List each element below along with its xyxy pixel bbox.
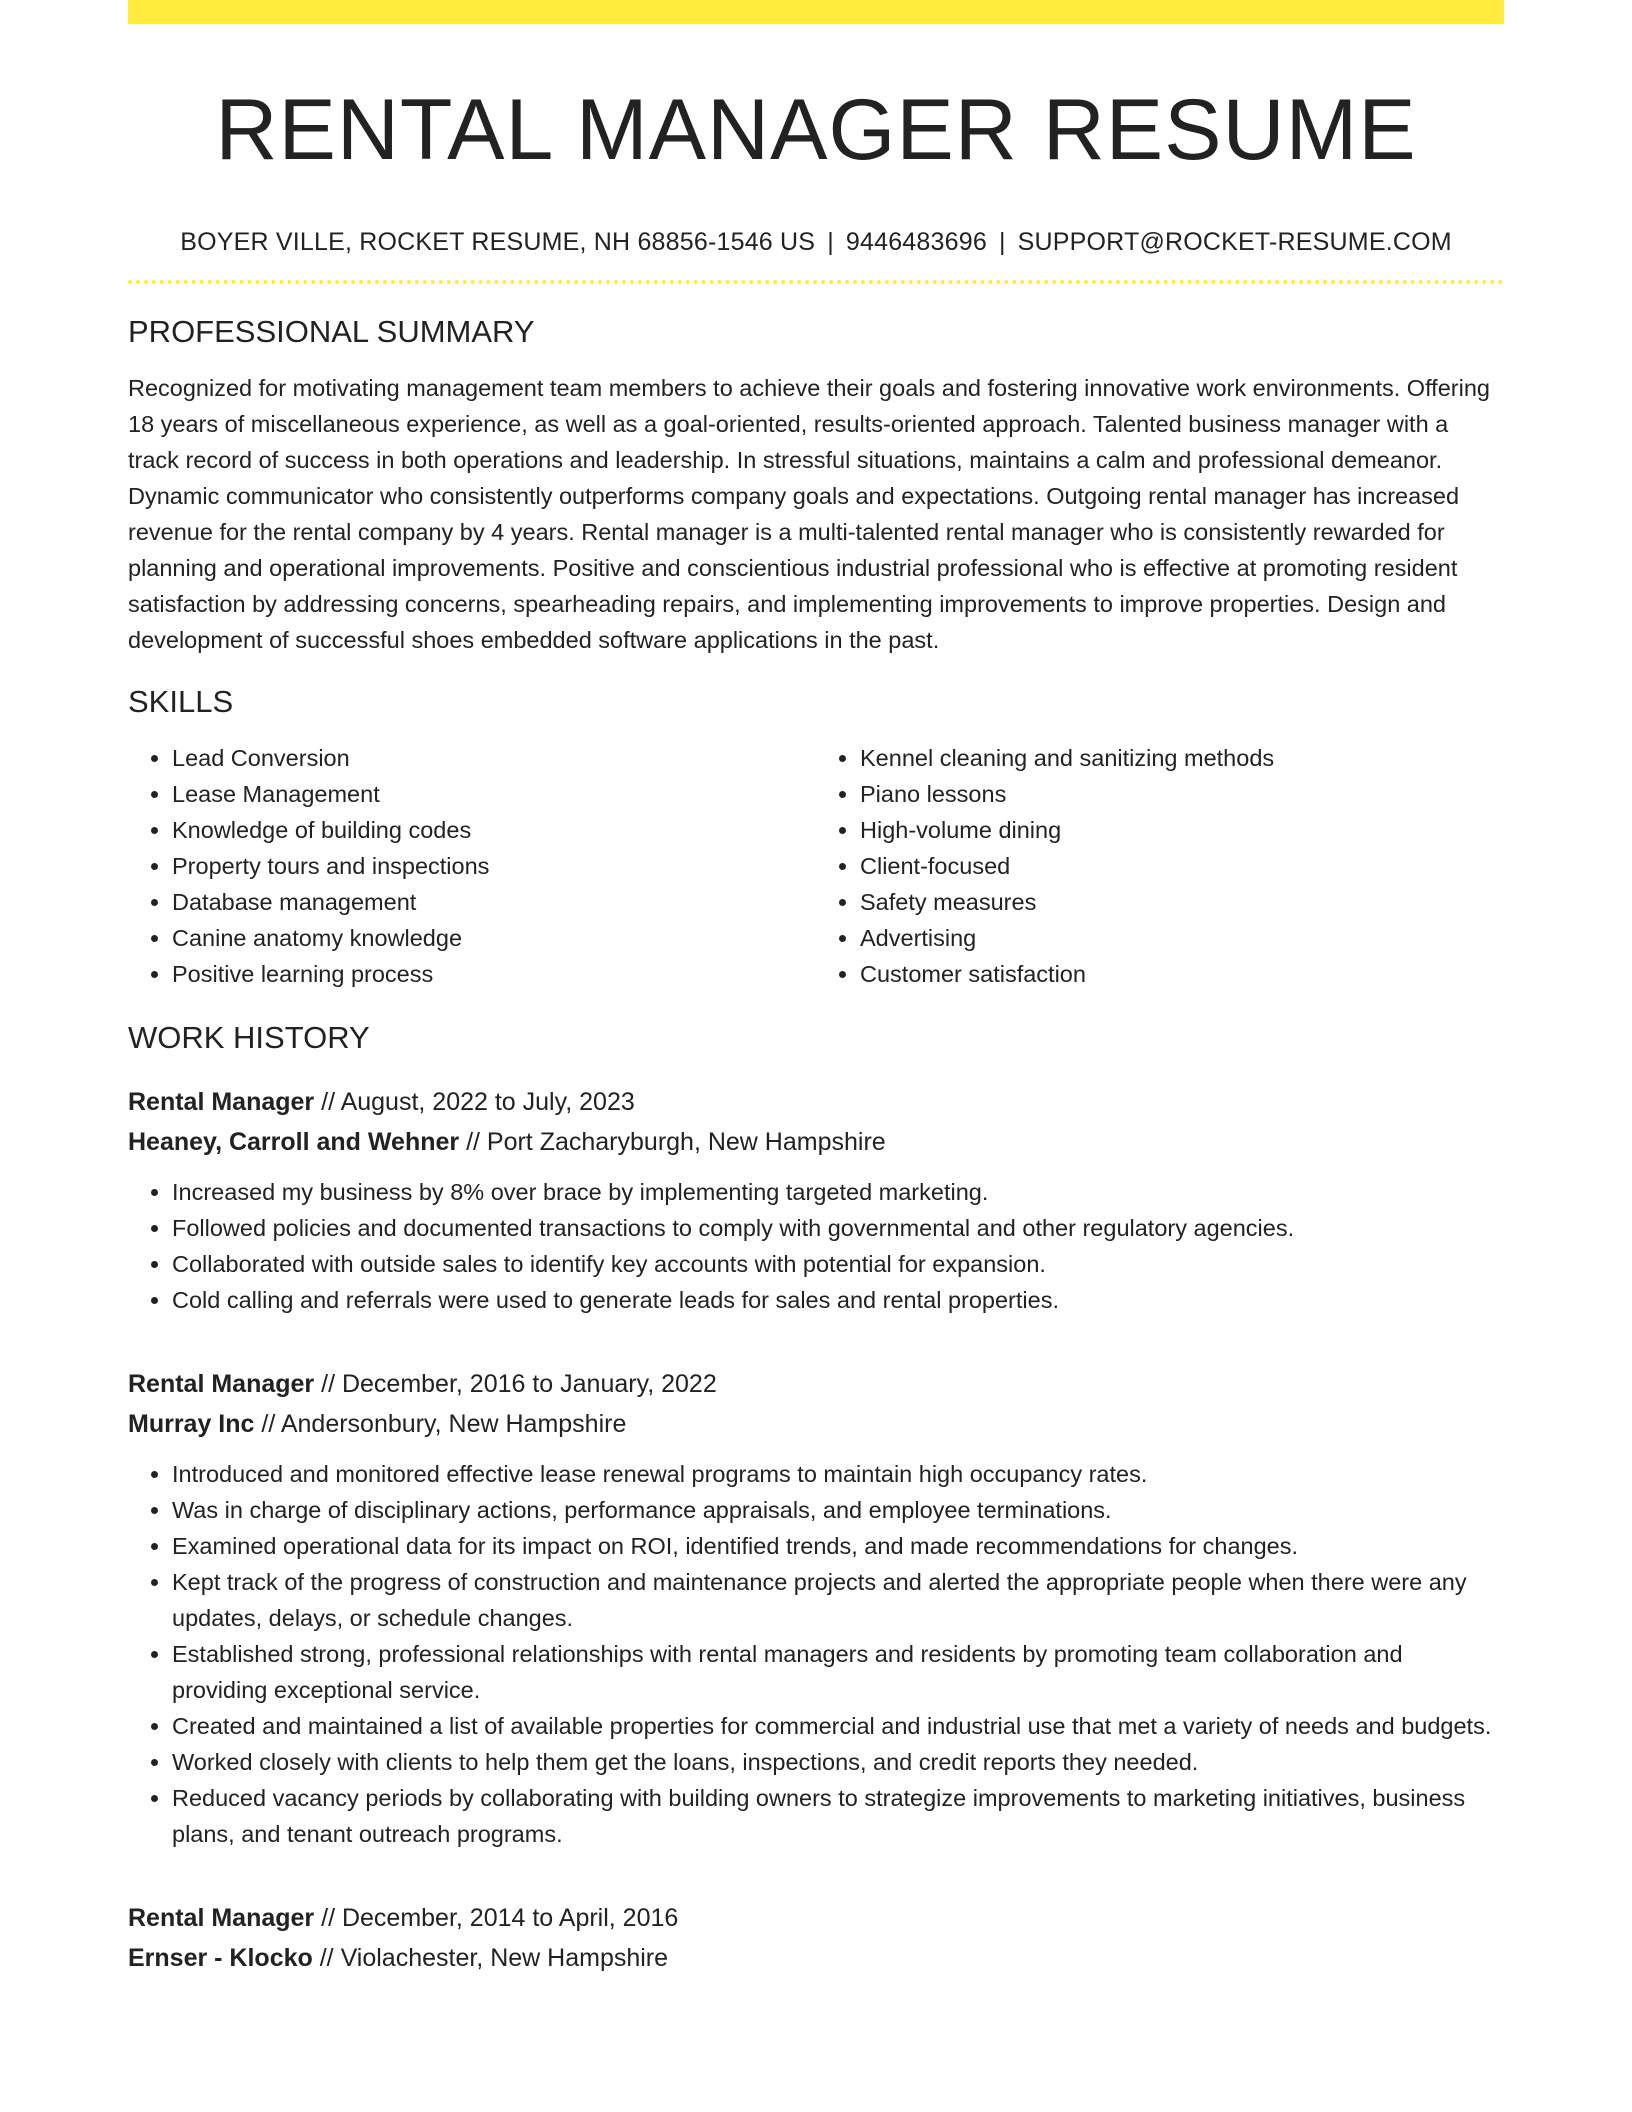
skill-item: • Kennel cleaning and sanitizing methods	[860, 740, 1504, 776]
job-dates: // August, 2022 to July, 2023	[314, 1088, 635, 1116]
job-location: // Violachester, New Hampshire	[312, 1944, 669, 1972]
job-title-line	[128, 1082, 1504, 1122]
job-company: Ernser - Klocko	[128, 1944, 313, 1972]
contact-separator: |	[998, 228, 1006, 256]
job-bullet: • Cold calling and referrals were used to generate leads for sales and rental properties.	[172, 1282, 1504, 1318]
job-bullet: • Established strong, professional relationships with rental managers and residents by promoting team collaboration and providing exceptional service.	[172, 1636, 1504, 1708]
job-company: Heaney, Carroll and Wehner	[128, 1128, 460, 1156]
job-bullet: • Increased my business by 8% over brace by implementing targeted marketing.	[172, 1174, 1504, 1210]
skill-item: • Lease Management	[172, 776, 816, 812]
skill-item: • Safety measures	[860, 884, 1504, 920]
dotted-divider	[128, 280, 1504, 284]
job-entry	[128, 1898, 1504, 1978]
job-bullet: • Reduced vacancy periods by collaborating with building owners to strategize improvements to marketing initiatives, business plans, and tenant outreach programs.	[172, 1780, 1504, 1852]
summary-paragraph: Recognized for motivating management team members to achieve their goals and fostering innovative work environments. Offering 18 years of miscellaneous experience, as well as a goal-oriented, results-oriented approach. Talented business manager with a track record of success in both operations and leadership. In stressful situations, maintains a calm and professional demeanor. Dynamic communicator who consistently outperforms company goals and expectations. Outgoing rental manager has increased revenue for the rental company by 4 years. Rental manager is a multi-talented rental manager who is consistently rewarded for planning and operational improvements. Positive and conscientious industrial professional who is effective at promoting resident satisfaction by addressing concerns, spearheading repairs, and implementing improvements to improve properties. Design and development of successful shoes embedded software applications in the past.	[128, 375, 1490, 653]
contact-separator: |	[827, 228, 834, 256]
job-bullet: • Followed policies and documented transactions to comply with governmental and other regulatory agencies.	[172, 1210, 1504, 1246]
job-company: Murray Inc	[128, 1410, 255, 1438]
job-title-line	[128, 1898, 1504, 1938]
skill-item: • Canine anatomy knowledge	[172, 920, 816, 956]
job-bullet: • Worked closely with clients to help them get the loans, inspections, and credit reports they needed.	[172, 1744, 1504, 1780]
summary-heading: PROFESSIONAL SUMMARY	[128, 314, 535, 349]
skill-item: • Customer satisfaction	[860, 956, 1504, 992]
skill-item: • High-volume dining	[860, 812, 1504, 848]
skill-item: • Piano lessons	[860, 776, 1504, 812]
resume-title: RENTAL MANAGER RESUME	[215, 82, 1417, 178]
job-dates: // December, 2016 to January, 2022	[314, 1370, 717, 1398]
job-entry	[128, 1364, 1504, 1852]
job-bullets	[128, 1174, 1504, 1318]
skills-heading: SKILLS	[128, 684, 234, 719]
job-bullet: • Collaborated with outside sales to identify key accounts with potential for expansion.	[172, 1246, 1504, 1282]
job-location: // Port Zacharyburgh, New Hampshire	[459, 1128, 886, 1156]
job-bullet: • Was in charge of disciplinary actions, performance appraisals, and employee terminations.	[172, 1492, 1504, 1528]
job-bullet: • Kept track of the progress of construction and maintenance projects and alerted the appropriate people when there were any updates, delays, or schedule changes.	[172, 1564, 1504, 1636]
contact-line	[128, 226, 1504, 258]
job-bullet: • Created and maintained a list of available properties for commercial and industrial use that met a variety of needs and budgets.	[172, 1708, 1504, 1744]
job-bullet: • Examined operational data for its impact on ROI, identified trends, and made recommendations for changes.	[172, 1528, 1504, 1564]
skills-left-list	[128, 740, 816, 992]
job-dates: // December, 2014 to April, 2016	[314, 1904, 679, 1932]
job-company-line	[128, 1404, 1504, 1444]
job-company-line	[128, 1122, 1504, 1162]
skill-item: • Positive learning process	[172, 956, 816, 992]
skill-item: • Lead Conversion	[172, 740, 816, 776]
work-history-heading: WORK HISTORY	[128, 1020, 370, 1055]
skill-item: • Property tours and inspections	[172, 848, 816, 884]
job-bullet: • Introduced and monitored effective lease renewal programs to maintain high occupancy rates.	[172, 1456, 1504, 1492]
resume-content	[128, 0, 1504, 1978]
job-role: Rental Manager	[128, 1370, 315, 1398]
job-location: // Andersonbury, New Hampshire	[254, 1410, 627, 1438]
skill-item: • Client-focused	[860, 848, 1504, 884]
job-title-line	[128, 1364, 1504, 1404]
job-bullets	[128, 1456, 1504, 1852]
job-entry	[128, 1082, 1504, 1318]
job-company-line	[128, 1938, 1504, 1978]
contact-phone: 9446483696	[845, 228, 987, 256]
skill-item: • Knowledge of building codes	[172, 812, 816, 848]
job-role: Rental Manager	[128, 1904, 315, 1932]
skill-item: • Database management	[172, 884, 816, 920]
contact-email: SUPPORT@ROCKET-RESUME.COM	[1017, 228, 1452, 256]
job-role: Rental Manager	[128, 1088, 315, 1116]
contact-address: BOYER VILLE, ROCKET RESUME, NH 68856-1546 US	[180, 228, 816, 256]
skill-item: • Advertising	[860, 920, 1504, 956]
skills-right-list	[816, 740, 1504, 992]
skills-columns	[128, 740, 1504, 992]
